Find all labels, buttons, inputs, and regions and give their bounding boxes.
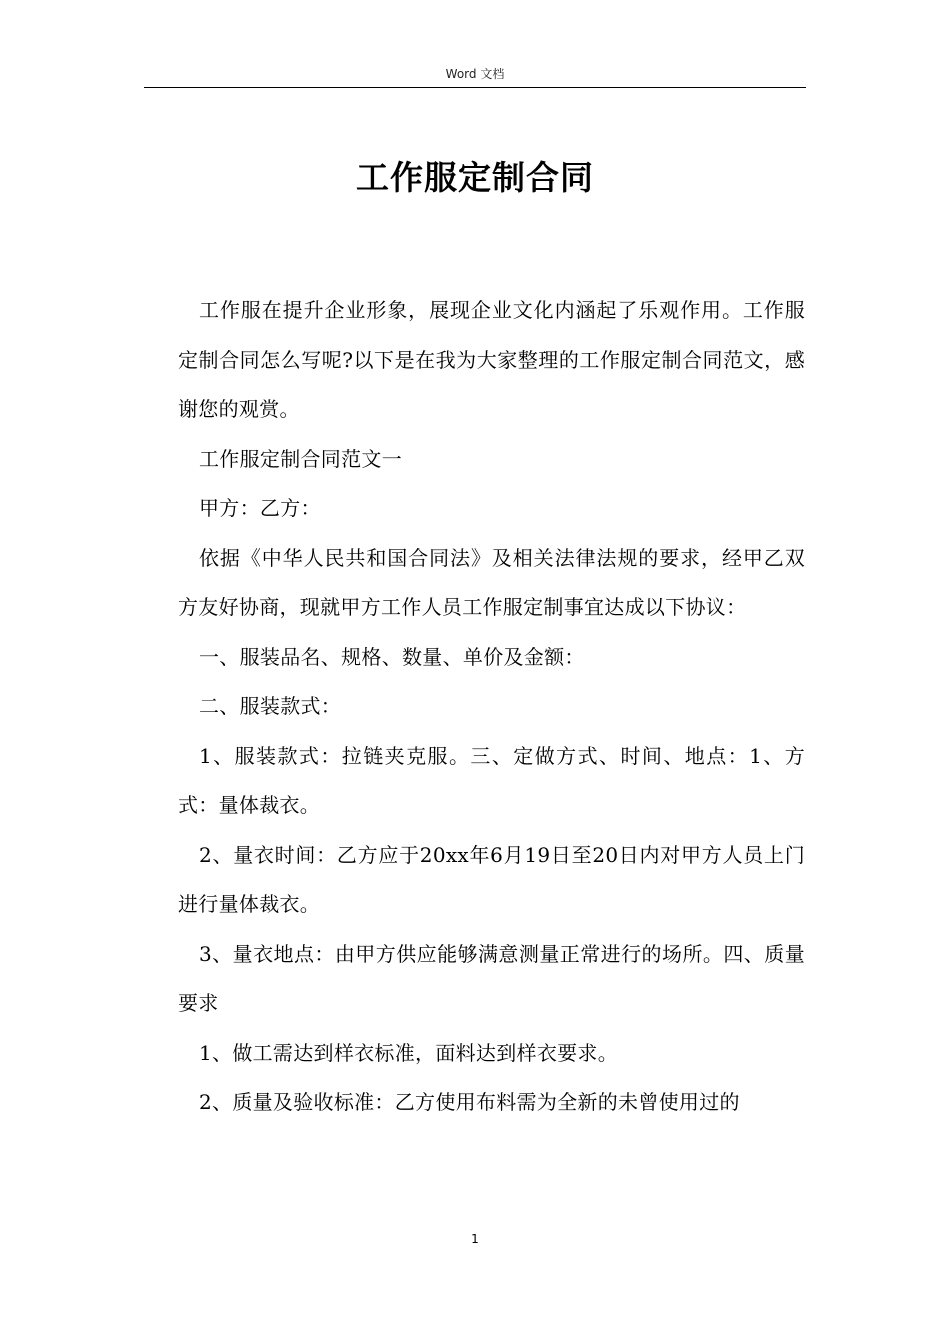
paragraph-quality-one: 1、做工需达到样衣标准，面料达到样衣要求。 bbox=[199, 1040, 619, 1065]
paragraph-item-one: 一、服装品名、规格、数量、单价及金额： bbox=[199, 644, 585, 669]
paragraph-parties: 甲方：乙方： bbox=[199, 496, 321, 520]
paragraph-basis: 依据《中华人民共和国合同法》及相关法律法规的要求，经甲乙双方友好协商，现就甲方工作人员工作服定制事宜达成以下协议： bbox=[178, 545, 805, 619]
page-number: 1 bbox=[471, 1232, 479, 1246]
paragraph-intro: 工作服在提升企业形象，展现企业文化内涵起了乐观作用。工作服定制合同怎么写呢?以下是在我为大家整理的工作服定制合同范文，感谢您的观赏。 bbox=[178, 298, 805, 421]
paragraph-section-heading: 工作服定制合同范文一 bbox=[199, 446, 402, 471]
header-rule bbox=[144, 87, 806, 88]
page-header: Word 文档 bbox=[445, 67, 505, 81]
paragraph-measure-place: 3、量衣地点：由甲方供应能够满意测量正常进行的场所。四、质量要求 bbox=[178, 941, 805, 1015]
paragraph-item-two: 二、服装款式： bbox=[199, 694, 342, 718]
paragraph-quality-two: 2、质量及验收标准：乙方使用布料需为全新的未曾使用过的 bbox=[199, 1090, 740, 1114]
paragraph-measure-time: 2、量衣时间：乙方应于20xx年6月19日至20日内对甲方人员上门进行量体裁衣。 bbox=[178, 842, 805, 916]
document-body bbox=[178, 286, 805, 1128]
document-title: 工作服定制合同 bbox=[356, 158, 594, 197]
paragraph-style: 1、服装款式：拉链夹克服。三、定做方式、时间、地点：1、方式：量体裁衣。 bbox=[178, 743, 805, 817]
